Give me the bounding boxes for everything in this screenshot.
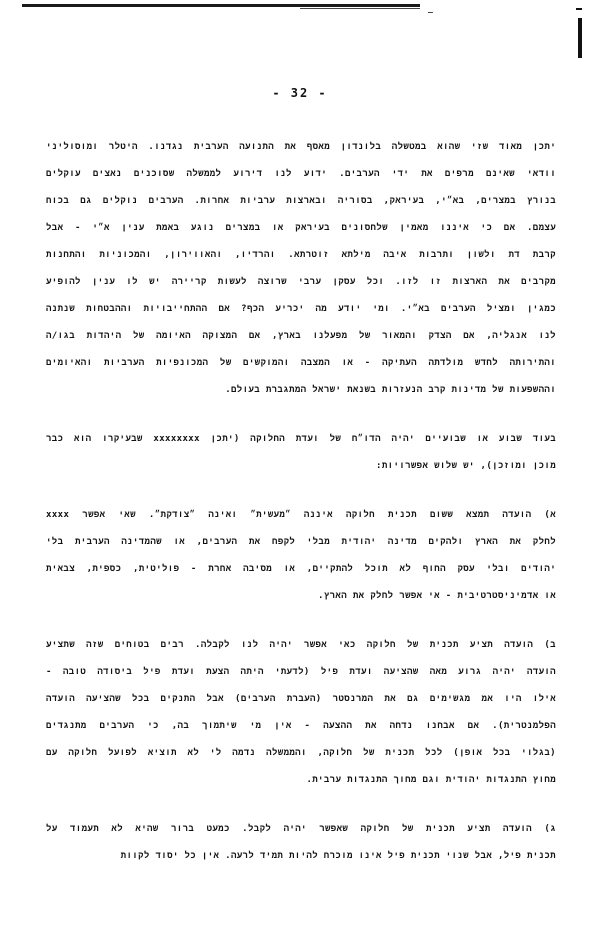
text-line: (בגלוי בכל אופן) לכל תכנית של חלוקה, והממשלה נדמה לי לא תוציא לפועל חלוקה עם xyxy=(46,748,556,758)
text-line: מוכן ומוזכן), יש שלוש אפשרויות: xyxy=(376,461,556,471)
text-line: בעוד שבוע או שבועיים יהיה הדו״ח של ועדת החלוקה (יתכן xxxxxxxx שבעיקרו הוא כבר xyxy=(46,434,556,444)
top-scan-mark xyxy=(428,12,433,13)
text-line: וההשפעות של מדינות קרב הנעזרות בשנאת ישראל המתגברת בעולם. xyxy=(225,385,556,395)
typewritten-body xyxy=(46,138,556,896)
text-line: ב) הועדה תציע תכנית של חלוקה כאי אפשר יהיה לנו לקבלה. רבים בטוחים שזה שתציע xyxy=(46,640,556,650)
text-line: הועדה יהיה גרוע מאה שהציעה ועדת פיל (לדעתי היתה הצעת ועדת פיל ביסודה טובה - xyxy=(46,667,556,677)
paragraph xyxy=(46,138,556,408)
text-line: יתכן מאוד שזי שהוא במטשלה בלונדון מאסף את התנועה הערבית נגדנו. היטלר ומוסוליני xyxy=(46,142,556,152)
text-line: וודאי שאינם מרפים את ידי הערבים. ידוע לנו דירוע לממשלה שסוכנים נאצים עוקלים xyxy=(46,169,556,179)
text-line: בנורץ במצרים, בא״י, בעיראק, בסוריה ובארצות ערביות אחרות. הערבים נוקלים גם בכוח xyxy=(46,196,556,206)
text-line: תכנית פיל, אבל שנוי תכנית פיל אינו מוכרח להיות תמיד לרעה. אין כל יסוד לקוות xyxy=(120,851,556,861)
text-line: ג) הועדה תציע תכנית של חלוקה שאפשר יהיה לקבל. כמעט ברור שהיא לא תעמוד על xyxy=(46,824,556,834)
text-line: מחוץ התנגדות יהודית וגם מחוך התנגדות ערבית. xyxy=(306,775,556,785)
text-line: א) הועדה תמצא ששום תכנית חלוקה איננה ״מעשית״ ואינה ״צודקת״. שאי אפשר xxxx xyxy=(46,510,556,520)
text-line: לנו אנגליה, אם הצדק והמאור של מפעלנו בארץ, אם המצוקה האיומה של היהדות בגו/ה xyxy=(46,331,556,341)
text-line: עצמם. אם כי איננו מאמין שלחסונים בעיראק או במצרים נוגע באמת ענין א״י - אבל xyxy=(46,223,556,233)
text-line: אילו היו אמ מגשימים גם את המרנסטר (העברת הערבים) אבל התנקים בכל שהציעה הועדה xyxy=(46,694,556,704)
text-line: או אדמיניסטרטיבית - אי אפשר לחלק את הארץ. xyxy=(318,591,556,601)
text-line: והתירותה לחדש מולדתה העתיקה - או המצבה והמוקשים של המכונפיות הערביות והאיומים xyxy=(46,358,556,368)
text-line: כמגין ומציל הערבים בא״י. ומי יודע מה יכריע הכף? אם ההתחייבויות וההבטחות שנתנה xyxy=(46,304,556,314)
top-scan-rule xyxy=(22,4,420,7)
text-line: מקרבים את הארצות זו לזו. וכל עסקן ערבי שרוצה לעשות קריירה יש לו ענין להופיע xyxy=(46,277,556,287)
text-line: הפלמנטרית). אם אבחנו נדחה את ההצעה - אין מי שיתמוך בה, כי הערבים מתנגדים xyxy=(46,721,556,731)
text-line: לחלק את הארץ ולהקים מדינה יהודית מבלי לקפח את הערבים, או שהמדינה הערבית בלי xyxy=(46,537,556,547)
edge-scan-bar xyxy=(578,18,582,58)
paragraph xyxy=(46,636,556,798)
top-scan-rule-tail xyxy=(300,8,420,9)
text-line: קרבת דת ולשון ותרבות איבה מילתא זוטרתא. והרדיו, והאווירון, והמכוניות והתחנות xyxy=(46,250,556,260)
edge-scan-dot xyxy=(576,8,582,10)
text-line: יהודים ובלי עסק החוף לא תוכל להתקיים, או מסיבה אחרת - פוליטית, כספית, צבאית xyxy=(46,564,556,574)
page-number: - 32 - xyxy=(272,86,328,100)
paragraph xyxy=(46,506,556,614)
paragraph xyxy=(46,430,556,484)
paragraph xyxy=(46,820,556,874)
